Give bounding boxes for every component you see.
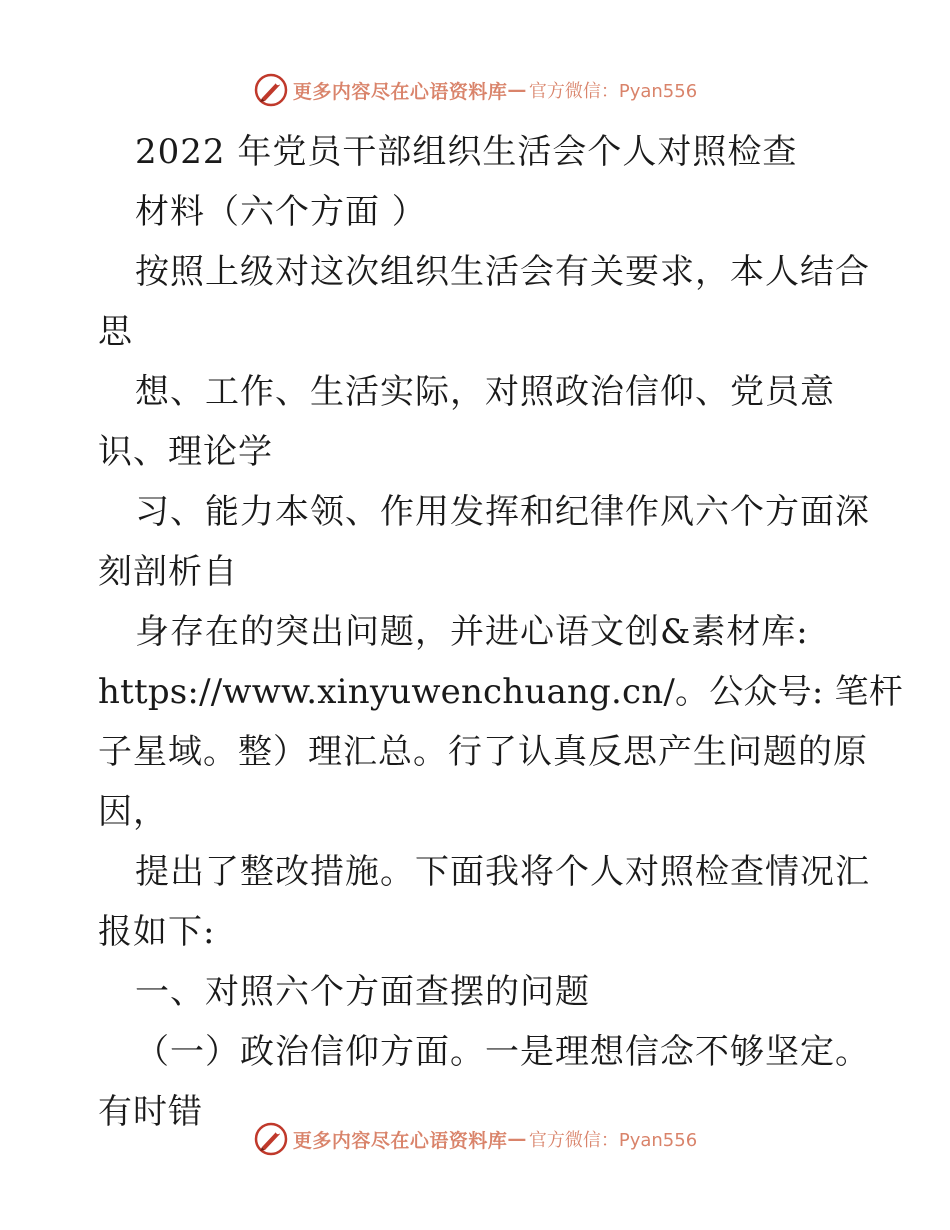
watermark-dash: — — [507, 79, 527, 101]
watermark-header — [0, 70, 950, 110]
doc-line: （一）政治信仰方面。一是理想信念不够坚定。 — [135, 1032, 870, 1072]
doc-title-line-1: 2022 年党员干部组织生活会个人对照检查 — [135, 132, 798, 172]
doc-line: 按照上级对这次组织生活会有关要求，本人结合 — [135, 252, 870, 292]
pen-logo-icon — [253, 72, 289, 108]
watermark-site-text: 更多内容尽在心语资料库 — [292, 80, 508, 103]
section-heading: 一、对照六个方面查摆的问题 — [135, 972, 590, 1012]
watermark-wechat-text: 官方微信：Pyan556 — [528, 81, 698, 102]
doc-line: 刻剖析自 — [98, 552, 238, 592]
doc-line: 有时错 — [98, 1092, 203, 1132]
doc-title-line-2: 材料（六个方面 ） — [135, 192, 427, 232]
doc-line: 想、工作、生活实际，对照政治信仰、党员意 — [135, 372, 835, 412]
watermark-site-text: 更多内容尽在心语资料库 — [292, 1129, 508, 1152]
doc-line-url: https://www.xinyuwenchuang.cn/。公众号: 笔杆 — [98, 672, 903, 712]
doc-line: 报如下: — [98, 912, 216, 952]
doc-line: 身存在的突出问题，并进心语文创&素材库: — [135, 612, 809, 652]
watermark-dash: — — [507, 1128, 527, 1150]
watermark-wechat-text: 官方微信：Pyan556 — [528, 1130, 698, 1151]
doc-line: 提出了整改措施。下面我将个人对照检查情况汇 — [135, 852, 870, 892]
document-body — [98, 122, 903, 1142]
doc-line: 识、理论学 — [98, 432, 273, 472]
doc-line: 思 — [98, 312, 133, 352]
doc-line: 因， — [98, 792, 168, 832]
watermark-footer — [0, 1119, 950, 1159]
doc-line: 习、能力本领、作用发挥和纪律作风六个方面深 — [135, 492, 870, 532]
pen-logo-icon — [253, 1121, 289, 1157]
doc-line: 子星域。整）理汇总。行了认真反思产生问题的原 — [98, 732, 868, 772]
